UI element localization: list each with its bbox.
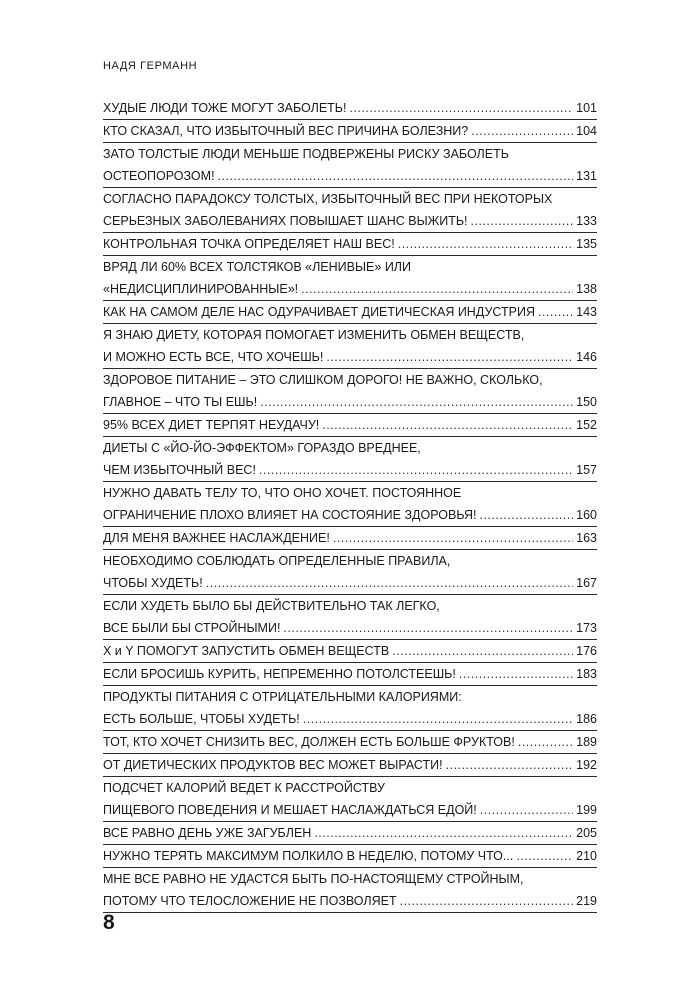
toc-entry-line <box>103 188 597 210</box>
toc-entry[interactable] <box>103 595 597 640</box>
toc-entry-line <box>103 663 597 685</box>
toc-entry-title: ЕСТЬ БОЛЬШЕ, ЧТОБЫ ХУДЕТЬ! <box>103 712 300 726</box>
toc-page-number: 101 <box>576 101 597 115</box>
toc-entry-line <box>103 777 597 799</box>
toc-entry-line <box>103 346 597 368</box>
dot-leader <box>479 504 573 526</box>
toc-entry-title: ОТ ДИЕТИЧЕСКИХ ПРОДУКТОВ ВЕС МОЖЕТ ВЫРАСТИ! <box>103 758 443 772</box>
toc-page-number: 192 <box>576 758 597 772</box>
toc-entry-line <box>103 731 597 753</box>
toc-page-number: 167 <box>576 576 597 590</box>
toc-entry-line <box>103 890 597 912</box>
toc-entry-title: ЗАТО ТОЛСТЫЕ ЛЮДИ МЕНЬШЕ ПОДВЕРЖЕНЫ РИСКУ ЗАБОЛЕТЬ <box>103 147 509 161</box>
toc-entry[interactable] <box>103 97 597 120</box>
toc-entry[interactable] <box>103 822 597 845</box>
dot-leader <box>446 754 574 776</box>
toc-entry-line <box>103 459 597 481</box>
toc-entry-title: СОГЛАСНО ПАРАДОКСУ ТОЛСТЫХ, ИЗБЫТОЧНЫЙ ВЕС ПРИ НЕКОТОРЫХ <box>103 192 553 206</box>
toc-entry-title: ПОДСЧЕТ КАЛОРИЙ ВЕДЕТ К РАССТРОЙСТВУ <box>103 781 385 795</box>
toc-page-number: 210 <box>576 849 597 863</box>
toc-entry-title: СЕРЬЕЗНЫХ ЗАБОЛЕВАНИЯХ ПОВЫШАЕТ ШАНС ВЫЖИТЬ! <box>103 214 468 228</box>
toc-entry[interactable] <box>103 754 597 777</box>
toc-page-number: 133 <box>576 214 597 228</box>
toc-entry-title: ОСТЕОПОРОЗОМ! <box>103 169 215 183</box>
toc-entry-title: ХУДЫЕ ЛЮДИ ТОЖЕ МОГУТ ЗАБОЛЕТЬ! <box>103 101 347 115</box>
toc-entry-line <box>103 527 597 549</box>
toc-entry-line <box>103 324 597 346</box>
toc-entry-line <box>103 120 597 142</box>
toc-entry[interactable] <box>103 686 597 731</box>
running-head: НАДЯ ГЕРМАНН <box>103 60 198 72</box>
toc-entry-title: КТО СКАЗАЛ, ЧТО ИЗБЫТОЧНЫЙ ВЕС ПРИЧИНА БОЛЕЗНИ? <box>103 124 469 138</box>
toc-entry[interactable] <box>103 324 597 369</box>
toc-page-number: 199 <box>576 803 597 817</box>
toc-page-number: 186 <box>576 712 597 726</box>
toc-page-number: 146 <box>576 350 597 364</box>
toc-entry-title: Я ЗНАЮ ДИЕТУ, КОТОРАЯ ПОМОГАЕТ ИЗМЕНИТЬ ОБМЕН ВЕЩЕСТВ, <box>103 328 525 342</box>
toc-entry[interactable] <box>103 640 597 663</box>
toc-entry-line <box>103 210 597 232</box>
toc-entry-line <box>103 301 597 323</box>
toc-entry[interactable] <box>103 482 597 527</box>
toc-entry[interactable] <box>103 233 597 256</box>
toc-entry-title: ПРОДУКТЫ ПИТАНИЯ С ОТРИЦАТЕЛЬНЫМИ КАЛОРИЯМИ: <box>103 690 462 704</box>
toc-entry[interactable] <box>103 369 597 414</box>
toc-entry-line <box>103 617 597 639</box>
toc-page-number: 173 <box>576 621 597 635</box>
toc-page-number: 176 <box>576 644 597 658</box>
toc-entry-line <box>103 233 597 255</box>
toc-entry-title: ДИЕТЫ С «ЙО-ЙО-ЭФФЕКТОМ» ГОРАЗДО ВРЕДНЕЕ, <box>103 441 421 455</box>
toc-page-number: 135 <box>576 237 597 251</box>
toc-entry-title: 95% ВСЕХ ДИЕТ ТЕРПЯТ НЕУДАЧУ! <box>103 418 320 432</box>
toc-entry[interactable] <box>103 256 597 301</box>
toc-entry-line <box>103 482 597 504</box>
dot-leader <box>259 459 573 481</box>
table-of-contents <box>103 97 597 913</box>
toc-entry-line <box>103 595 597 617</box>
toc-page-number: 104 <box>576 124 597 138</box>
toc-entry-title: МНЕ ВСЕ РАВНО НЕ УДАСТСЯ БЫТЬ ПО-НАСТОЯЩЕМУ СТРОЙНЫМ, <box>103 872 524 886</box>
dot-leader <box>314 822 573 844</box>
dot-leader <box>326 346 573 368</box>
toc-entry[interactable] <box>103 527 597 550</box>
toc-entry-title: ГЛАВНОЕ – ЧТО ТЫ ЕШЬ! <box>103 395 258 409</box>
toc-entry-line <box>103 708 597 730</box>
toc-entry-title: ЧЕМ ИЗБЫТОЧНЫЙ ВЕС! <box>103 463 256 477</box>
toc-entry-line <box>103 822 597 844</box>
toc-entry-title: ДЛЯ МЕНЯ ВАЖНЕЕ НАСЛАЖДЕНИЕ! <box>103 531 330 545</box>
dot-leader <box>301 278 573 300</box>
toc-entry-line <box>103 504 597 526</box>
toc-entry-line <box>103 550 597 572</box>
dot-leader <box>260 391 573 413</box>
toc-entry-title: КОНТРОЛЬНАЯ ТОЧКА ОПРЕДЕЛЯЕТ НАШ ВЕС! <box>103 237 395 251</box>
dot-leader <box>322 414 573 436</box>
toc-entry-title: ОГРАНИЧЕНИЕ ПЛОХО ВЛИЯЕТ НА СОСТОЯНИЕ ЗДОРОВЬЯ! <box>103 508 477 522</box>
dot-leader <box>218 165 574 187</box>
dot-leader <box>283 617 573 639</box>
dot-leader <box>538 301 573 323</box>
dot-leader <box>206 572 573 594</box>
toc-entry[interactable] <box>103 550 597 595</box>
toc-entry-title: X и Y ПОМОГУТ ЗАПУСТИТЬ ОБМЕН ВЕЩЕСТВ <box>103 644 390 658</box>
dot-leader <box>459 663 573 685</box>
toc-entry-title: КАК НА САМОМ ДЕЛЕ НАС ОДУРАЧИВАЕТ ДИЕТИЧЕСКАЯ ИНДУСТРИЯ <box>103 305 535 319</box>
toc-entry-line <box>103 845 597 867</box>
dot-leader <box>400 890 574 912</box>
toc-entry-title: ТОТ, КТО ХОЧЕТ СНИЗИТЬ ВЕС, ДОЛЖЕН ЕСТЬ БОЛЬШЕ ФРУКТОВ! <box>103 735 515 749</box>
dot-leader <box>392 640 573 662</box>
toc-entry-line <box>103 868 597 890</box>
toc-entry-title: ЧТОБЫ ХУДЕТЬ! <box>103 576 203 590</box>
dot-leader <box>480 799 573 821</box>
toc-entry-title: ПОТОМУ ЧТО ТЕЛОСЛОЖЕНИЕ НЕ ПОЗВОЛЯЕТ <box>103 894 397 908</box>
toc-page-number: 152 <box>576 418 597 432</box>
dot-leader <box>349 97 573 119</box>
toc-entry[interactable] <box>103 414 597 437</box>
toc-entry-line <box>103 799 597 821</box>
toc-entry-title: НУЖНО ДАВАТЬ ТЕЛУ ТО, ЧТО ОНО ХОЧЕТ. ПОСТОЯННОЕ <box>103 486 462 500</box>
dot-leader <box>398 233 573 255</box>
toc-page-number: 205 <box>576 826 597 840</box>
toc-entry[interactable] <box>103 868 597 913</box>
toc-entry-title: ВСЕ РАВНО ДЕНЬ УЖЕ ЗАГУБЛЕН <box>103 826 312 840</box>
toc-page-number: 150 <box>576 395 597 409</box>
toc-entry-line <box>103 572 597 594</box>
toc-entry[interactable] <box>103 188 597 233</box>
dot-leader <box>471 210 574 232</box>
toc-entry-line <box>103 165 597 187</box>
dot-leader <box>516 845 573 867</box>
toc-entry-line <box>103 686 597 708</box>
toc-entry-title: НЕОБХОДИМО СОБЛЮДАТЬ ОПРЕДЕЛЕННЫЕ ПРАВИЛА, <box>103 554 451 568</box>
toc-entry-line <box>103 278 597 300</box>
dot-leader <box>518 731 573 753</box>
toc-entry[interactable] <box>103 120 597 143</box>
toc-page-number: 138 <box>576 282 597 296</box>
dot-leader <box>303 708 573 730</box>
toc-page-number: 183 <box>576 667 597 681</box>
toc-entry[interactable] <box>103 663 597 686</box>
toc-page-number: 143 <box>576 305 597 319</box>
toc-page-number: 157 <box>576 463 597 477</box>
toc-page-number: 189 <box>576 735 597 749</box>
toc-entry-line <box>103 97 597 119</box>
toc-entry-line <box>103 754 597 776</box>
toc-entry-title: И МОЖНО ЕСТЬ ВСЕ, ЧТО ХОЧЕШЬ! <box>103 350 324 364</box>
toc-entry[interactable] <box>103 301 597 324</box>
toc-entry-title: ВРЯД ЛИ 60% ВСЕХ ТОЛСТЯКОВ «ЛЕНИВЫЕ» ИЛИ <box>103 260 411 274</box>
toc-entry-line <box>103 369 597 391</box>
dot-leader <box>471 120 573 142</box>
page-number: 8 <box>103 911 115 934</box>
toc-entry-title: «НЕДИСЦИПЛИНИРОВАННЫЕ»! <box>103 282 299 296</box>
toc-entry-title: ЕСЛИ ХУДЕТЬ БЫЛО БЫ ДЕЙСТВИТЕЛЬНО ТАК ЛЕГКО, <box>103 599 440 613</box>
toc-entry-line <box>103 640 597 662</box>
toc-entry[interactable] <box>103 845 597 868</box>
toc-entry-title: ЗДОРОВОЕ ПИТАНИЕ – ЭТО СЛИШКОМ ДОРОГО! НЕ ВАЖНО, СКОЛЬКО, <box>103 373 543 387</box>
dot-leader <box>333 527 573 549</box>
toc-entry-line <box>103 414 597 436</box>
toc-entry[interactable] <box>103 143 597 188</box>
toc-page-number: 160 <box>576 508 597 522</box>
toc-entry[interactable] <box>103 731 597 754</box>
toc-entry-line <box>103 256 597 278</box>
toc-entry-line <box>103 391 597 413</box>
toc-entry-title: НУЖНО ТЕРЯТЬ МАКСИМУМ ПОЛКИЛО В НЕДЕЛЮ, ПОТОМУ ЧТО... <box>103 849 514 863</box>
toc-entry-line <box>103 437 597 459</box>
toc-entry[interactable] <box>103 777 597 822</box>
toc-entry-title: ЕСЛИ БРОСИШЬ КУРИТЬ, НЕПРЕМЕННО ПОТОЛСТЕЕШЬ! <box>103 667 456 681</box>
toc-entry[interactable] <box>103 437 597 482</box>
toc-page-number: 131 <box>576 169 597 183</box>
toc-entry-title: ВСЕ БЫЛИ БЫ СТРОЙНЫМИ! <box>103 621 281 635</box>
toc-entry-line <box>103 143 597 165</box>
toc-page-number: 163 <box>576 531 597 545</box>
toc-entry-title: ПИЩЕВОГО ПОВЕДЕНИЯ И МЕШАЕТ НАСЛАЖДАТЬСЯ ЕДОЙ! <box>103 803 477 817</box>
toc-page-number: 219 <box>576 894 597 908</box>
